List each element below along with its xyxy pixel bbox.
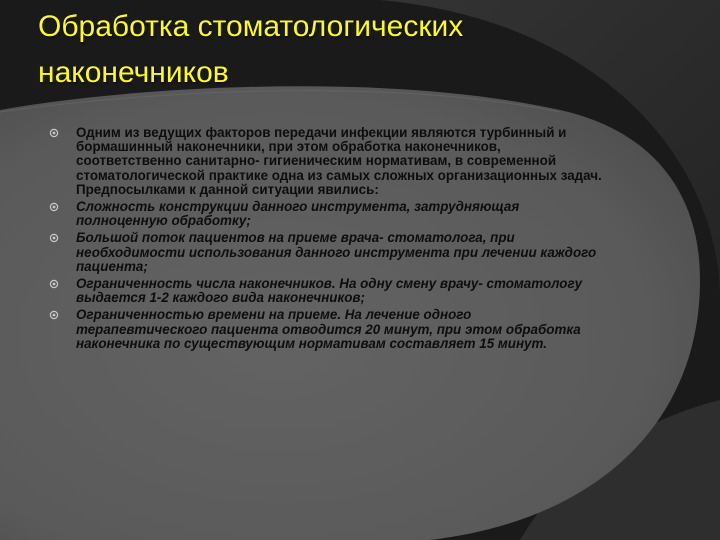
list-item-text: Большой поток пациентов на приеме врача- стоматолога, при необходимости использования данного инструмента при лечении каждого пациента; <box>76 230 597 274</box>
circle-bullet-icon <box>48 126 60 140</box>
list-item-text: Ограниченностью времени на приеме. На лечение одного терапевтического пациента отводится 20 минут, при этом обработка наконечника по существующим нормативам составляет 15 минут. <box>76 307 581 351</box>
list-item <box>66 126 602 197</box>
list-item <box>66 308 602 351</box>
list-item <box>66 277 602 305</box>
circle-bullet-icon <box>48 231 60 245</box>
circle-bullet-icon <box>48 308 60 322</box>
slide-title-line1: Обработка стоматологических <box>38 10 464 43</box>
list-item-text: Одним из ведущих факторов передачи инфекции являются турбинный и бормашинный наконечники, при этом обработка наконечников, соответственно санитарно- гигиеническим нормативам, в современной стоматологической практике одна из самых сложных организационных задач. Предпосылками к данной ситуации явились: <box>76 125 602 197</box>
list-item-text: Ограниченность числа наконечников. На одну смену врачу- стоматологу выдается 1-2 каждого вида наконечников; <box>76 276 583 306</box>
list-item <box>66 231 602 274</box>
list-item <box>66 200 602 228</box>
bullet-list <box>66 126 602 354</box>
slide-title <box>38 4 698 96</box>
circle-bullet-icon <box>48 277 60 291</box>
list-item-text: Сложность конструкции данного инструмента, затрудняющая полноценную обработку; <box>76 199 520 229</box>
circle-bullet-icon <box>48 200 60 214</box>
slide-title-line2: наконечников <box>38 56 229 89</box>
